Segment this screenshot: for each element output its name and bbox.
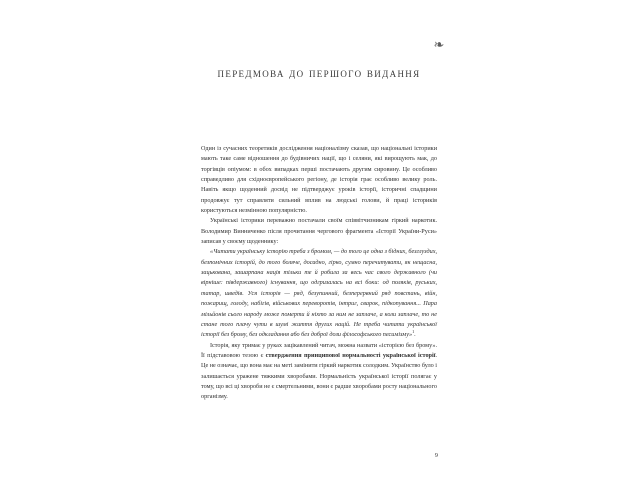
fleuron-ornament-icon: ❧ xyxy=(433,38,445,53)
text-column xyxy=(201,144,437,403)
blockquote-winnychenko xyxy=(201,247,437,340)
page-title: передмова до першого видання xyxy=(217,66,421,80)
paragraph-2: Українські історики переважно постачали своїм співвітчизникам гіркий наркотик. Володимир Винниченко після прочитання чергового фрагмента «Історії України-Руси» записав у своєму щоденнику: xyxy=(201,217,437,246)
footnote-marker: 1 xyxy=(412,329,415,335)
paragraph-4-tail: . Це не означає, що вона має на меті замінити гіркий наркотик солодким. Українство було і залишається уражене тяжкими хворобами. Нормальність української історії полягає у тому, що всі ці хвороби не є смертельними, вони є радше хворобами росту національного організму. xyxy=(201,351,437,401)
page-number: 9 xyxy=(434,452,438,459)
blockquote-tail: . xyxy=(414,331,416,339)
paragraph-1: Один із сучасних теоретиків дослідження націоналізму сказав, що національні історики мають таке саме відношення до будівничих нації, що і селяни, які вирощують мак, до торгівців опіумом: в обох випадках перші постачають другим сировину. Це особливо справедливо для східноєвропейського регіону, де історія грає особливо велику роль. Навіть якщо щоденний досвід не підтверджує уроків історії, історичні спадщини продовжує тут справляти сильний вплив на людські голови, й праці істориків користуються незмінною популярністю. xyxy=(201,145,437,215)
paragraph-4-lead: Історія, яку тримає у руках зацікавлений читач, можна назвати «історією без брому». Її підставовою тезою є xyxy=(201,341,437,359)
paragraph-4-emphasis: ствердження принципової нормальності української історії xyxy=(265,351,436,359)
paragraph-4 xyxy=(201,341,437,403)
blockquote-text: «Читати українську історію треба з бромом, — до того це одна з бідних, безглуздих, безпомічних історій, до того боляче, досадно, гірко, сумно перечитувати, як нещасна, зацькована, зашарпана нація тільки те й робила за весь час свого державного (чи вірніше: півдержавного) існування, що одгризалась на всі боки: од поляків, руських, татар, шведів. Уся історія — ряд, безупинний, безперервний ряд повстань, війн, пожарищ, голоду, набігів, військових переворотів, інтриг, сварок, підкопування... Пара мільйонів сього народу може померти й ніхто за ним не заплаче, а коли заплаче, то не стане того плачу чути в шумі життя других націй. Не треба читати української історії без брому, без одкладання або без доброї дози філософського песимізму» xyxy=(201,248,437,339)
